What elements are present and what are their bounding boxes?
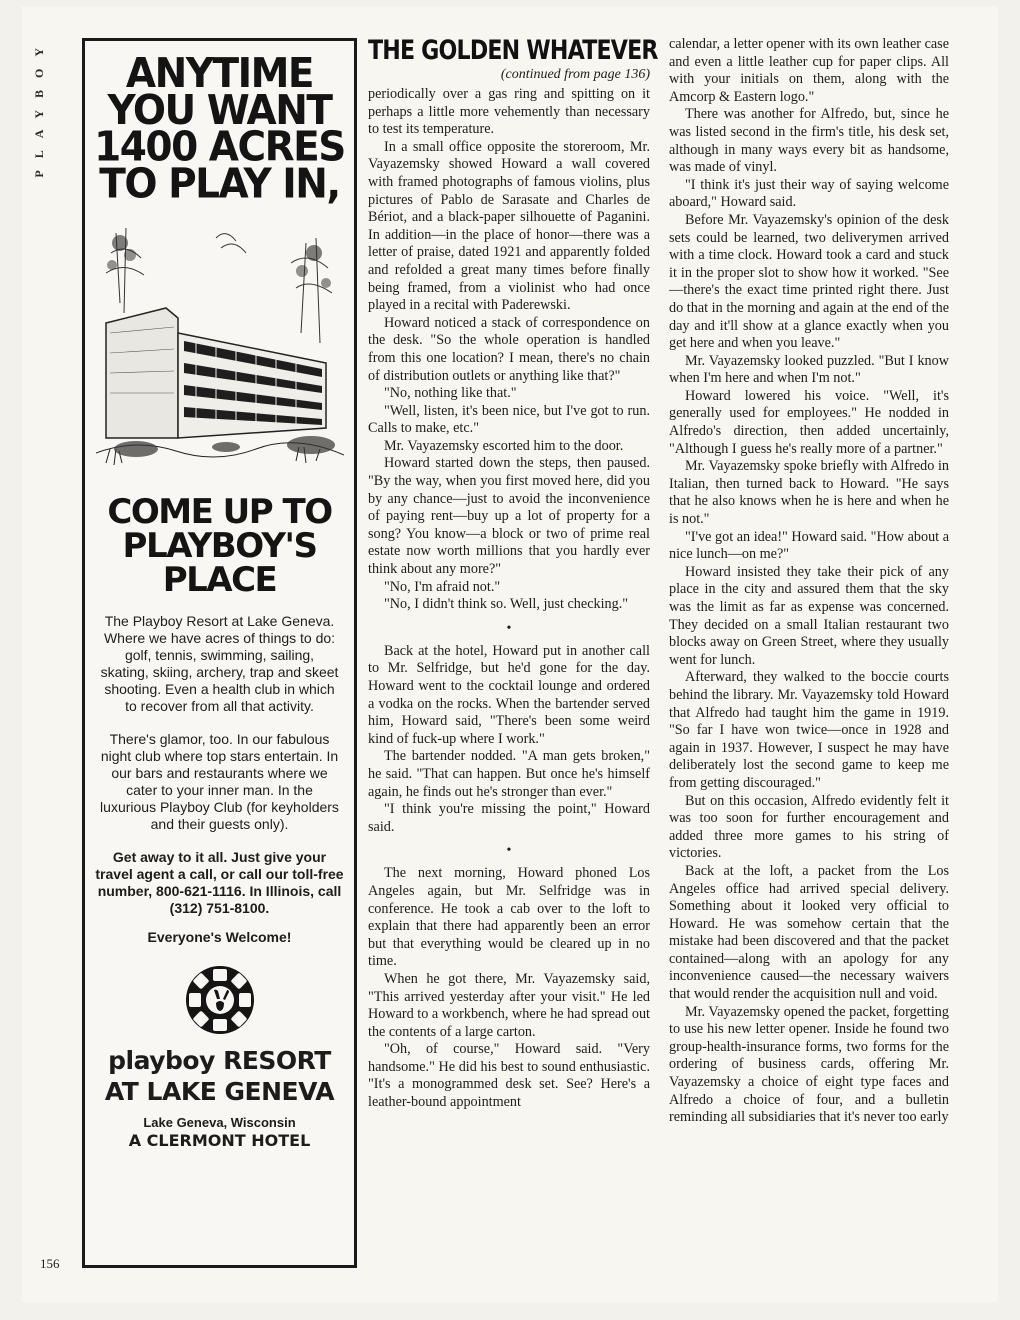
ad-subhead: [85, 492, 354, 600]
paragraph: Back at the hotel, Howard put in another call to Mr. Selfridge, but he'd gone for the day. Howard went to the cocktail lounge and ordered a vodka on the rocks. When the bartender served him, Howard said, "There's been some weird kind of fuck-up where I work.": [368, 642, 650, 747]
ad-location: Lake Geneva, Wisconsin: [143, 1115, 296, 1130]
ad-headline-line: ANYTIME: [125, 50, 314, 98]
ad-headline: [85, 50, 354, 208]
paragraph: In a small office opposite the storeroom, Mr. Vayazemsky showed Howard a wall covered with framed photographs of famous violins, plus pictures of Pablo de Sarasate and Charles de Bériot, and a black-paper silhouette of Paganini. In addition—in the place of honor—there was a letter of praise, dated 1921 and apparently folded and refolded a great many times before finally being framed, from a violinist who had once played in a recital with Paderewski.: [368, 138, 650, 314]
article-title: THE GOLDEN WHATEVER: [368, 35, 658, 66]
ad-brand-line: AT LAKE GENEVA: [104, 1077, 335, 1106]
ad-subhead-line: PLAYBOY'S: [122, 526, 317, 566]
section-break: •: [506, 843, 512, 859]
paragraph: Howard insisted they take their pick of any place in the city and assured them that the sky was the limit as far as expense was concerned. They decided on a small Italian restaurant two blocks away on Green Street, where they usually went for lunch.: [669, 563, 949, 668]
article-column-2: [669, 36, 949, 1127]
paragraph: "I think you're missing the point," Howard said.: [368, 801, 650, 835]
ad-headline-line: YOU WANT: [107, 87, 332, 135]
paragraph: "I think it's just their way of saying welcome aboard," Howard said.: [669, 176, 949, 211]
paragraph: Back at the loft, a packet from the Los Angeles office had arrived special delivery. Something about it looked very official to Howard. He was somehow certain that the mistake had been discovered and that the packet contained—along with an apology for any inconvenience caused—the necessary waivers that would render the acquisition null and void.: [669, 862, 949, 1003]
paragraph: Howard noticed a stack of correspondence on the desk. "So the whole operation is handled from this one location? I mean, there's no chain of distribution outlets or anything like that?": [368, 314, 650, 384]
paragraph: "No, nothing like that.": [384, 385, 517, 402]
page-number: 156: [40, 1256, 60, 1271]
ad-brand-line: playboy RESORT: [108, 1046, 331, 1075]
playboy-resort-advertisement: [82, 38, 357, 1268]
paragraph: "No, I'm afraid not.": [384, 578, 501, 595]
vertical-masthead: PLAYBOY: [32, 36, 46, 178]
paragraph: The next morning, Howard phoned Los Angeles again, but Mr. Selfridge was in conference. He took a cab over to the loft to explain that there had apparently been an error but that everything would be cleared up in no time.: [368, 865, 650, 970]
paragraph: Howard lowered his voice. "Well, it's generally used for employees." He nodded in Alfredo's direction, then added uncertainly, "Although I guess he's really more of a partner.": [669, 387, 949, 457]
ad-copy-activities: The Playboy Resort at Lake Geneva. Where we have acres of things to do: golf, tennis, swimming, sailing, skating, skiing, archery, trap and skeet shooting. Even a health club in which to recover from all that activity.: [100, 613, 339, 714]
ad-headline-line: TO PLAY IN,: [99, 160, 340, 208]
paragraph: Afterward, they walked to the boccie courts behind the library. Mr. Vayazemsky told Howard that Alfredo had taught him the game in 1919. "So far I have won twice—once in 1928 and again in 1937. However, I suspect he may have deliberately lost the second game to keep me from getting discouraged.": [669, 669, 949, 791]
paragraph: periodically over a gas ring and spitting on it perhaps a little more vehemently than necessary to test its temperature.: [368, 86, 650, 138]
paragraph: "No, I didn't think so. Well, just checking.": [384, 596, 629, 613]
ad-brand: [85, 1045, 354, 1107]
section-break: •: [506, 620, 512, 636]
paragraph: When he got there, Mr. Vayazemsky said, "This arrived yesterday after your visit." He led Howard to a workbench, where he had spread out the contents of a large carton.: [368, 970, 650, 1040]
article-column-1: [368, 35, 658, 1112]
paragraph: calendar, a letter opener with its own leather case and even a little leather cup for paper clips. All with your initials on them, along with the Amcorp & Eastern logo.": [669, 36, 949, 105]
resort-building-illustration: [96, 223, 344, 473]
paragraph: "Oh, of course," Howard said. "Very handsome." He did his best to sound enthusiastic. "It's a monogrammed desk set. See? Here's a leather-bound appointment: [368, 1041, 650, 1111]
ad-copy-glamor: There's glamor, too. In our fabulous night club where top stars entertain. In our bars and restaurants where we cater to your inner man. In the luxurious Playboy Club (for keyholders and their guests only).: [100, 731, 339, 832]
paragraph: Mr. Vayazemsky opened the packet, forgetting to use his new letter opener. Inside he found two group-health-insurance forms, two forms for the ordering of business cards, offering Mr. Vayazemsky a choice of eight type faces and Alfredo a choice of four, and a bulletin reminding all subsidiaries that it's never too early: [669, 1003, 949, 1126]
paragraph: Mr. Vayazemsky looked puzzled. "But I know when I'm here and when I'm not.": [669, 352, 949, 387]
ad-welcome: Everyone's Welcome!: [147, 929, 292, 945]
paragraph: There was another for Alfredo, but, since he was listed second in the firm's title, his desk set, although in many ways every bit as handsome, was made of vinyl.: [669, 106, 949, 176]
paragraph: Howard started down the steps, then paused. "By the way, when you first moved here, did you by any chance—just to avoid the inconvenience of paying rent—buy up a lot of property for a song? You know—a block or two of prime real estate now worth millions that you hardly ever think about any more?": [368, 455, 650, 578]
paragraph: "I've got an idea!" Howard said. "How about a nice lunch—on me?": [669, 528, 949, 563]
ad-call-to-action: Get away to it all. Just give your travel agent a call, or call our toll-free number, 800-621-1116. In Illinois, call (312) 751-8100.: [95, 849, 344, 916]
ad-subhead-line: COME UP TO: [107, 492, 332, 532]
ad-hotel-name: A CLERMONT HOTEL: [128, 1131, 311, 1150]
paragraph: Mr. Vayazemsky escorted him to the door.: [384, 437, 624, 454]
magazine-page: [22, 6, 998, 1302]
paragraph: But on this occasion, Alfredo evidently felt it was too soon for further encouragement and added three more games to his string of victories.: [669, 792, 949, 862]
paragraph: "Well, listen, it's been nice, but I've got to run. Calls to make, etc.": [368, 402, 650, 437]
ad-subhead-line: PLACE: [162, 560, 277, 600]
paragraph: The bartender nodded. "A man gets broken," he said. "That can happen. But once he's himself again, he finds out he's stronger than ever.": [368, 748, 650, 800]
paragraph: Before Mr. Vayazemsky's opinion of the desk sets could be learned, two deliverymen arrived with a time clock. Howard took a card and stuck it in the proper slot to show how it worked. "See—there's the exact time printed right there. Just do that in the morning and again at the end of the day and it'll show at a glance exactly when you get here and when you leave.": [669, 211, 949, 352]
ad-headline-line: 1400 ACRES: [94, 123, 345, 171]
playboy-rabbit-logo-icon: [183, 963, 257, 1037]
continued-note: (continued from page 136): [500, 67, 650, 82]
paragraph: Mr. Vayazemsky spoke briefly with Alfredo in Italian, then turned back to Howard. "He says that he also knows when he is here and when he is not.": [669, 458, 949, 528]
